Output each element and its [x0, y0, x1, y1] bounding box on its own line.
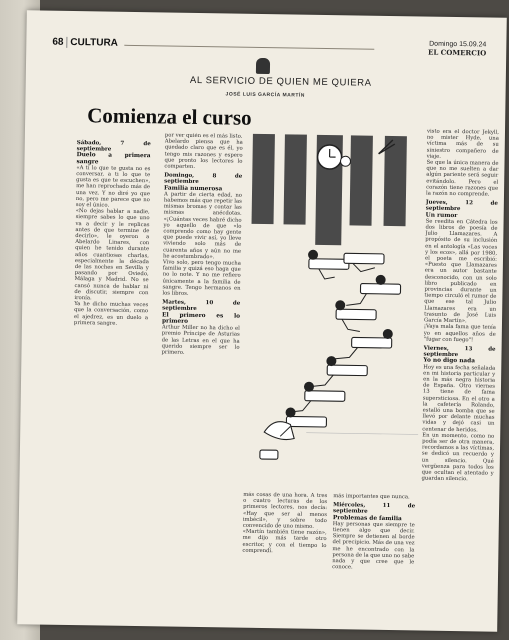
- section-name: CULTURA: [66, 37, 118, 49]
- paragraph: «Martín también tiene razón», me dijo más tarde otro escritor, y con el tiempo lo comprendí.: [242, 528, 327, 555]
- entry-heading: Problemas de familia: [332, 514, 402, 522]
- paragraph: «A tí lo que te gusta no es conversar, a ti lo que te gusta es que te escuchen», me han reprochado más de una vez. Y no diré yo que no, pero me parece que no soy el único.: [75, 164, 151, 209]
- paragraph: Hay personas que siempre te tienen algo que decir. Siempre se detienen al borde del precipicio. Más de una vez me he encontrado con la persona de la que uno no sabe nada y que cree que le conoce.: [332, 520, 415, 571]
- paragraph: A partir de cierta edad, no habemos más que repetir las mismas bromas y contar las mismas anécdotas. «¡Cuántas veces habré dicho yo aquello de que «lo comprendo como hay gente que puede vivir así, yo lleve viviendo solo más de cuarenta años y aún no me he acostumbrado».: [162, 191, 243, 261]
- paragraph: Ya he dicho muchas veces que la conversación, como el ajedrez, es un duelo a primera sangre.: [73, 301, 149, 327]
- paragraph: Arthur Miller no ha dicho el premio Príncipe de Asturias de las Letras en el que ha querido siempre ser lo primero.: [161, 324, 240, 356]
- text-column-2: [158, 132, 243, 603]
- paragraph: por ver quién es el más listo.: [164, 132, 243, 140]
- entry-date: Miércoles, 11 de septiembre: [332, 502, 416, 516]
- page-header: [44, 37, 494, 60]
- paper-name: EL COMERCIO: [427, 47, 487, 58]
- entry-date: Domingo, 8 de septiembre: [164, 172, 243, 186]
- paragraph: Se reedita en Cátedra los dos libros de poesía de Julio Llamazares. A propósito de su inclusión en el antología «Las voces y los ecos», allá por 1980, el poeta me escribió: «Puesto que Llamazares era un autor bastante desconocido, con un solo libro publicado en provincias durante un tiempo circuló el rumor de que ese tal Julio Llamazares era un trasunto de José Luis García Martín».: [423, 218, 498, 325]
- header-date: [428, 41, 486, 58]
- paragraph: ¡Vaya mala fama que tenía yo en aquellos años de "fugar con fuego"!: [423, 323, 496, 344]
- entry-heading: Un rumor: [425, 212, 458, 219]
- paragraph: «No dejas hablar a nadie, siempre sabes lo que uno va a decir y le replicas antes de que termine de decirlo», le oyeron a Abelardo Linares, con quien he tenido durante años cuantiosas charlas, especialmente la década de las noches en Sevilla y pasando por Oviedo, Málaga y Madrid. No se cansó nunca de hablar ni de discutir, siempre con ironía.: [74, 208, 150, 302]
- entry-heading: Familia numerosa: [164, 185, 223, 192]
- text-column-4: [332, 493, 416, 602]
- entry-heading: Duelo a primera sangre: [76, 152, 151, 166]
- paragraph: más cosas de una hora. A tres o cuatro lecturas de los primeros lectores, nos decía: «Hay que ser al menos imbécil», y sobre todo convencido de uno mismo.: [242, 491, 328, 530]
- paragraph: Abelardo piensa que ha quedado claro que es él, yo tengo mis razones y espero que pronto los lectores lo comparten.: [164, 138, 243, 170]
- paragraph: visto era el doctor Jekyll, no mister Hyde, una víctima más de su siniestro compañero de viaje.: [426, 128, 500, 160]
- author-avatar: [256, 58, 270, 74]
- entry-date: Jueves, 12 de septiembre: [425, 199, 498, 213]
- entry-heading: El primero es lo primero: [161, 312, 241, 325]
- paragraph: Se que la única manera de que no me suelten a dar algún pariente será seguir evitándolo. Pero el corazón tiene razones que la razón no comprende.: [425, 159, 499, 198]
- paragraph: más importantes que nunca.: [333, 493, 410, 501]
- newspaper-page: [17, 10, 507, 631]
- header-rule: [124, 45, 374, 50]
- date-line: Domingo 15.09.24: [429, 40, 487, 49]
- paragraph: Hoy es una fecha señalada en mi historia particular y en la más negra historia de España. Otro viernes 13 tiene de fama supersticiosa. En el otro a la cafetería Rolando, estalló una bomba que se llevó por delante muchas vidas y dejó casi un centenar de heridos.: [422, 364, 496, 433]
- entry-heading: Yo no digo nada: [423, 357, 476, 365]
- entry-date: Sábado, 7 de septiembre: [76, 140, 151, 153]
- editorial-illustration: [245, 132, 423, 491]
- page-number: 68: [52, 36, 64, 48]
- paragraph: Vivo solo, pero tengo mucha familia y quizá eso haga que no lo note. Y no me refiero únicamente a la familia de sangre. Tengo hermanos en los libros.: [162, 259, 241, 297]
- text-column-3: [242, 492, 328, 601]
- paragraph: En un momento, como no podía ser de otra manera, recordamos a las víctimas, se dedicó un recuerdo y un silencio. Qué vergüenza para todos los que ocultan el atentado y guardan silencio.: [421, 432, 495, 483]
- column-kicker: AL SERVICIO DE QUIEN ME QUIERA: [189, 74, 372, 89]
- article-title: Comienza el curso: [87, 103, 252, 130]
- text-column-5: [419, 129, 499, 630]
- entry-date: Martes, 10 de septiembre: [162, 299, 241, 313]
- article-byline: JOSÉ LUIS GARCÍA MARTÍN: [225, 91, 305, 99]
- entry-date: Viernes, 13 de septiembre: [423, 345, 496, 359]
- text-column-1: [69, 137, 151, 626]
